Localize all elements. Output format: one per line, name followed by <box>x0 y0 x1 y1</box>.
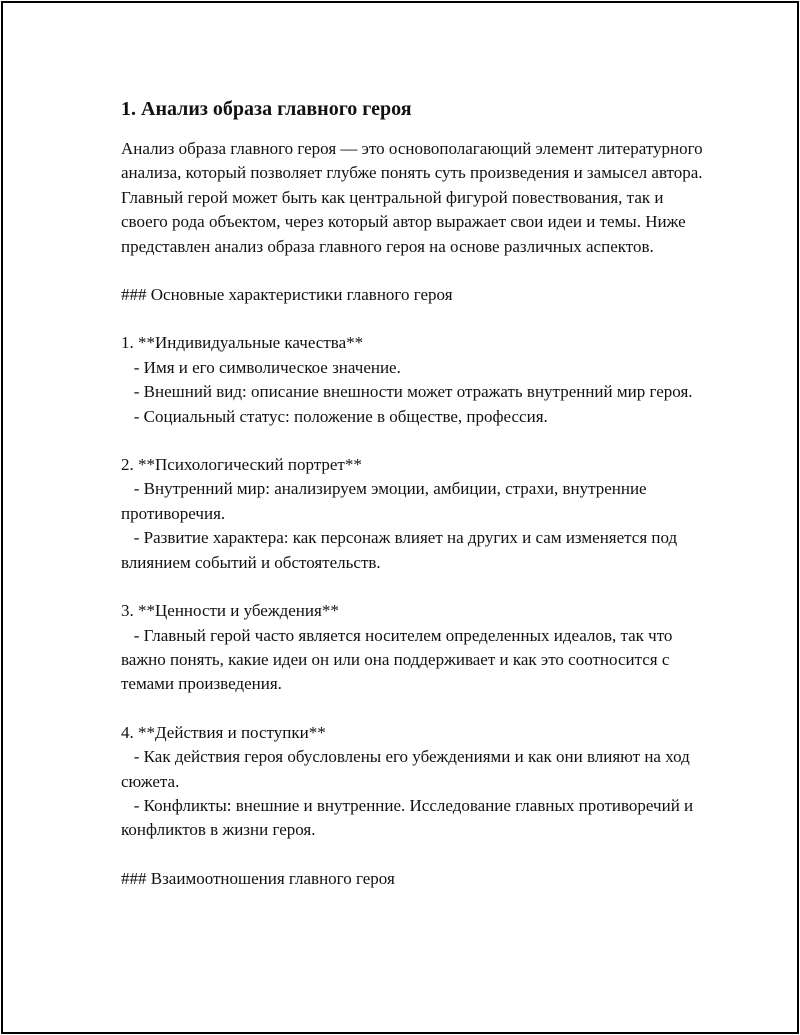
list-item: - Конфликты: внешние и внутренние. Исследование главных противоречий и конфликтов в жизни героя. <box>121 795 698 840</box>
section-heading-relationships: ### Взаимоотношения главного героя <box>121 868 395 888</box>
list-item: - Имя и его символическое значение. <box>121 357 401 377</box>
list-section-head: 4. **Действия и поступки** <box>121 722 326 742</box>
document-title: 1. Анализ образа главного героя <box>121 98 412 120</box>
page-frame <box>1 1 799 1034</box>
list-section-3 <box>121 599 711 697</box>
list-item: - Главный герой часто является носителем определенных идеалов, так что важно понять, какие идеи он или она поддерживает и как это соотносится с темами произведения. <box>121 625 677 694</box>
list-section-head: 1. **Индивидуальные качества** <box>121 333 364 353</box>
list-item: - Как действия героя обусловлены его убеждениями и как они влияют на ход сюжета. <box>121 747 694 791</box>
list-item: - Развитие характера: как персонаж влияет на других и сам изменяется под влиянием событий и обстоятельств. <box>121 528 682 572</box>
list-section-2 <box>121 453 711 575</box>
list-item: - Внутренний мир: анализируем эмоции, амбиции, страхи, внутренние противоречия. <box>121 479 651 523</box>
document-content <box>121 95 711 891</box>
list-item: - Социальный статус: положение в обществе, профессия. <box>121 406 548 426</box>
intro-paragraph: Анализ образа главного героя — это основополагающий элемент литературного анализа, который позволяет глубже понять суть произведения и замысел автора. Главный герой может быть как центральной фигурой повествования, так и своего рода объектом, через который автор выражает свои идеи и темы. Ниже представлен анализ образа главного героя на основе различных аспектов. <box>121 139 703 256</box>
section-heading-characteristics: ### Основные характеристики главного героя <box>121 285 453 305</box>
list-section-4 <box>121 721 711 843</box>
list-section-head: 3. **Ценности и убеждения** <box>121 601 339 621</box>
list-item: - Внешний вид: описание внешности может отражать внутренний мир героя. <box>121 382 693 402</box>
list-section-head: 2. **Психологический портрет** <box>121 455 362 475</box>
list-section-1 <box>121 331 711 429</box>
